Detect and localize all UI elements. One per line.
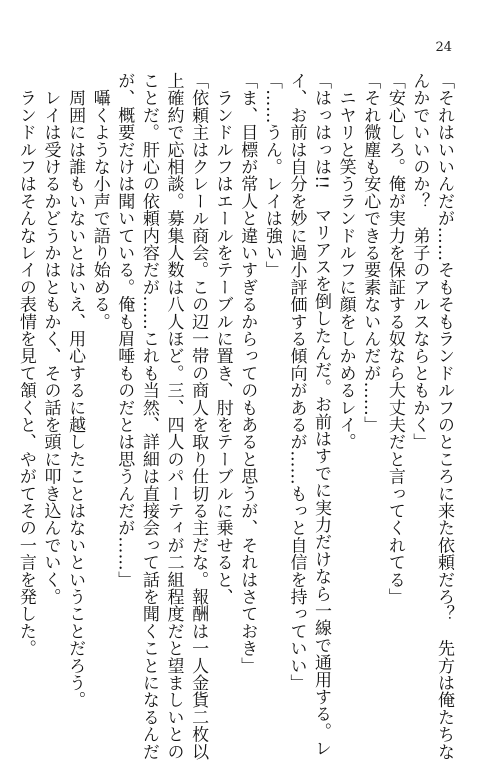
text-line: が、概要だけは聞いている。俺も眉唾ものだとは思うんだが……」	[114, 72, 135, 588]
text-line: 「……うん。レイは強い」	[261, 72, 282, 279]
text-line: 囁くような小声で語り始める。	[89, 72, 110, 330]
text-line: ニヤリと笑うランドルフに顔をしかめるレイ。	[335, 72, 356, 451]
text-line: ランドルフはエールをテーブルに置き、肘をテーブルに乗せると、	[212, 72, 233, 606]
text-line: 上確約で応相談。募集人数は八人ほど。三、四人のパーティが二組程度だと望ましいとの	[163, 72, 184, 760]
novel-text	[15, 72, 456, 760]
text-line: レイは受けるかどうかはともかく、その話を頭に叩き込んでいく。	[40, 72, 61, 606]
text-line: ランドルフはそんなレイの表情を見て頷くと、やがてその一言を発した。	[15, 72, 36, 657]
text-line: ことだ。肝心の依頼内容だが……これも当然、詳細は直接会って話を聞くことになるんだ	[138, 72, 159, 760]
text-line: 「はっはっは!! マリアスを倒したんだ。お前はすでに実力だけなら一線で通用する。レ	[311, 72, 332, 757]
text-line: イ、お前は自分を妙に過小評価する傾向があるが……もっと自信を持っていい」	[286, 72, 307, 692]
text-line: 「安心しろ。俺が実力を保証する奴なら大丈夫だと言ってくれてる」	[384, 72, 405, 606]
text-line: 「依頼主はクレール商会。この辺一帯の商人を取り仕切る主だな。報酬は一人金貨二枚以	[188, 72, 209, 760]
text-line: 周囲には誰もいないとはいえ、用心するに越したことはないということだろう。	[65, 72, 86, 709]
text-line: 「それ微塵も安心できる要素ないんだが……」	[360, 72, 381, 434]
text-line: んかでいいのか？ 弟子のアルスならともかく」	[409, 72, 430, 451]
text-line: 「ま、目標が常人と違いすぎるからってのもあると思うが、それはさておき」	[237, 72, 258, 674]
text-line: 「それはいいんだが……そもそもランドルフのところに来た依頼だろ？ 先方は俺たちな	[434, 72, 454, 760]
page-number: 24	[435, 40, 452, 55]
